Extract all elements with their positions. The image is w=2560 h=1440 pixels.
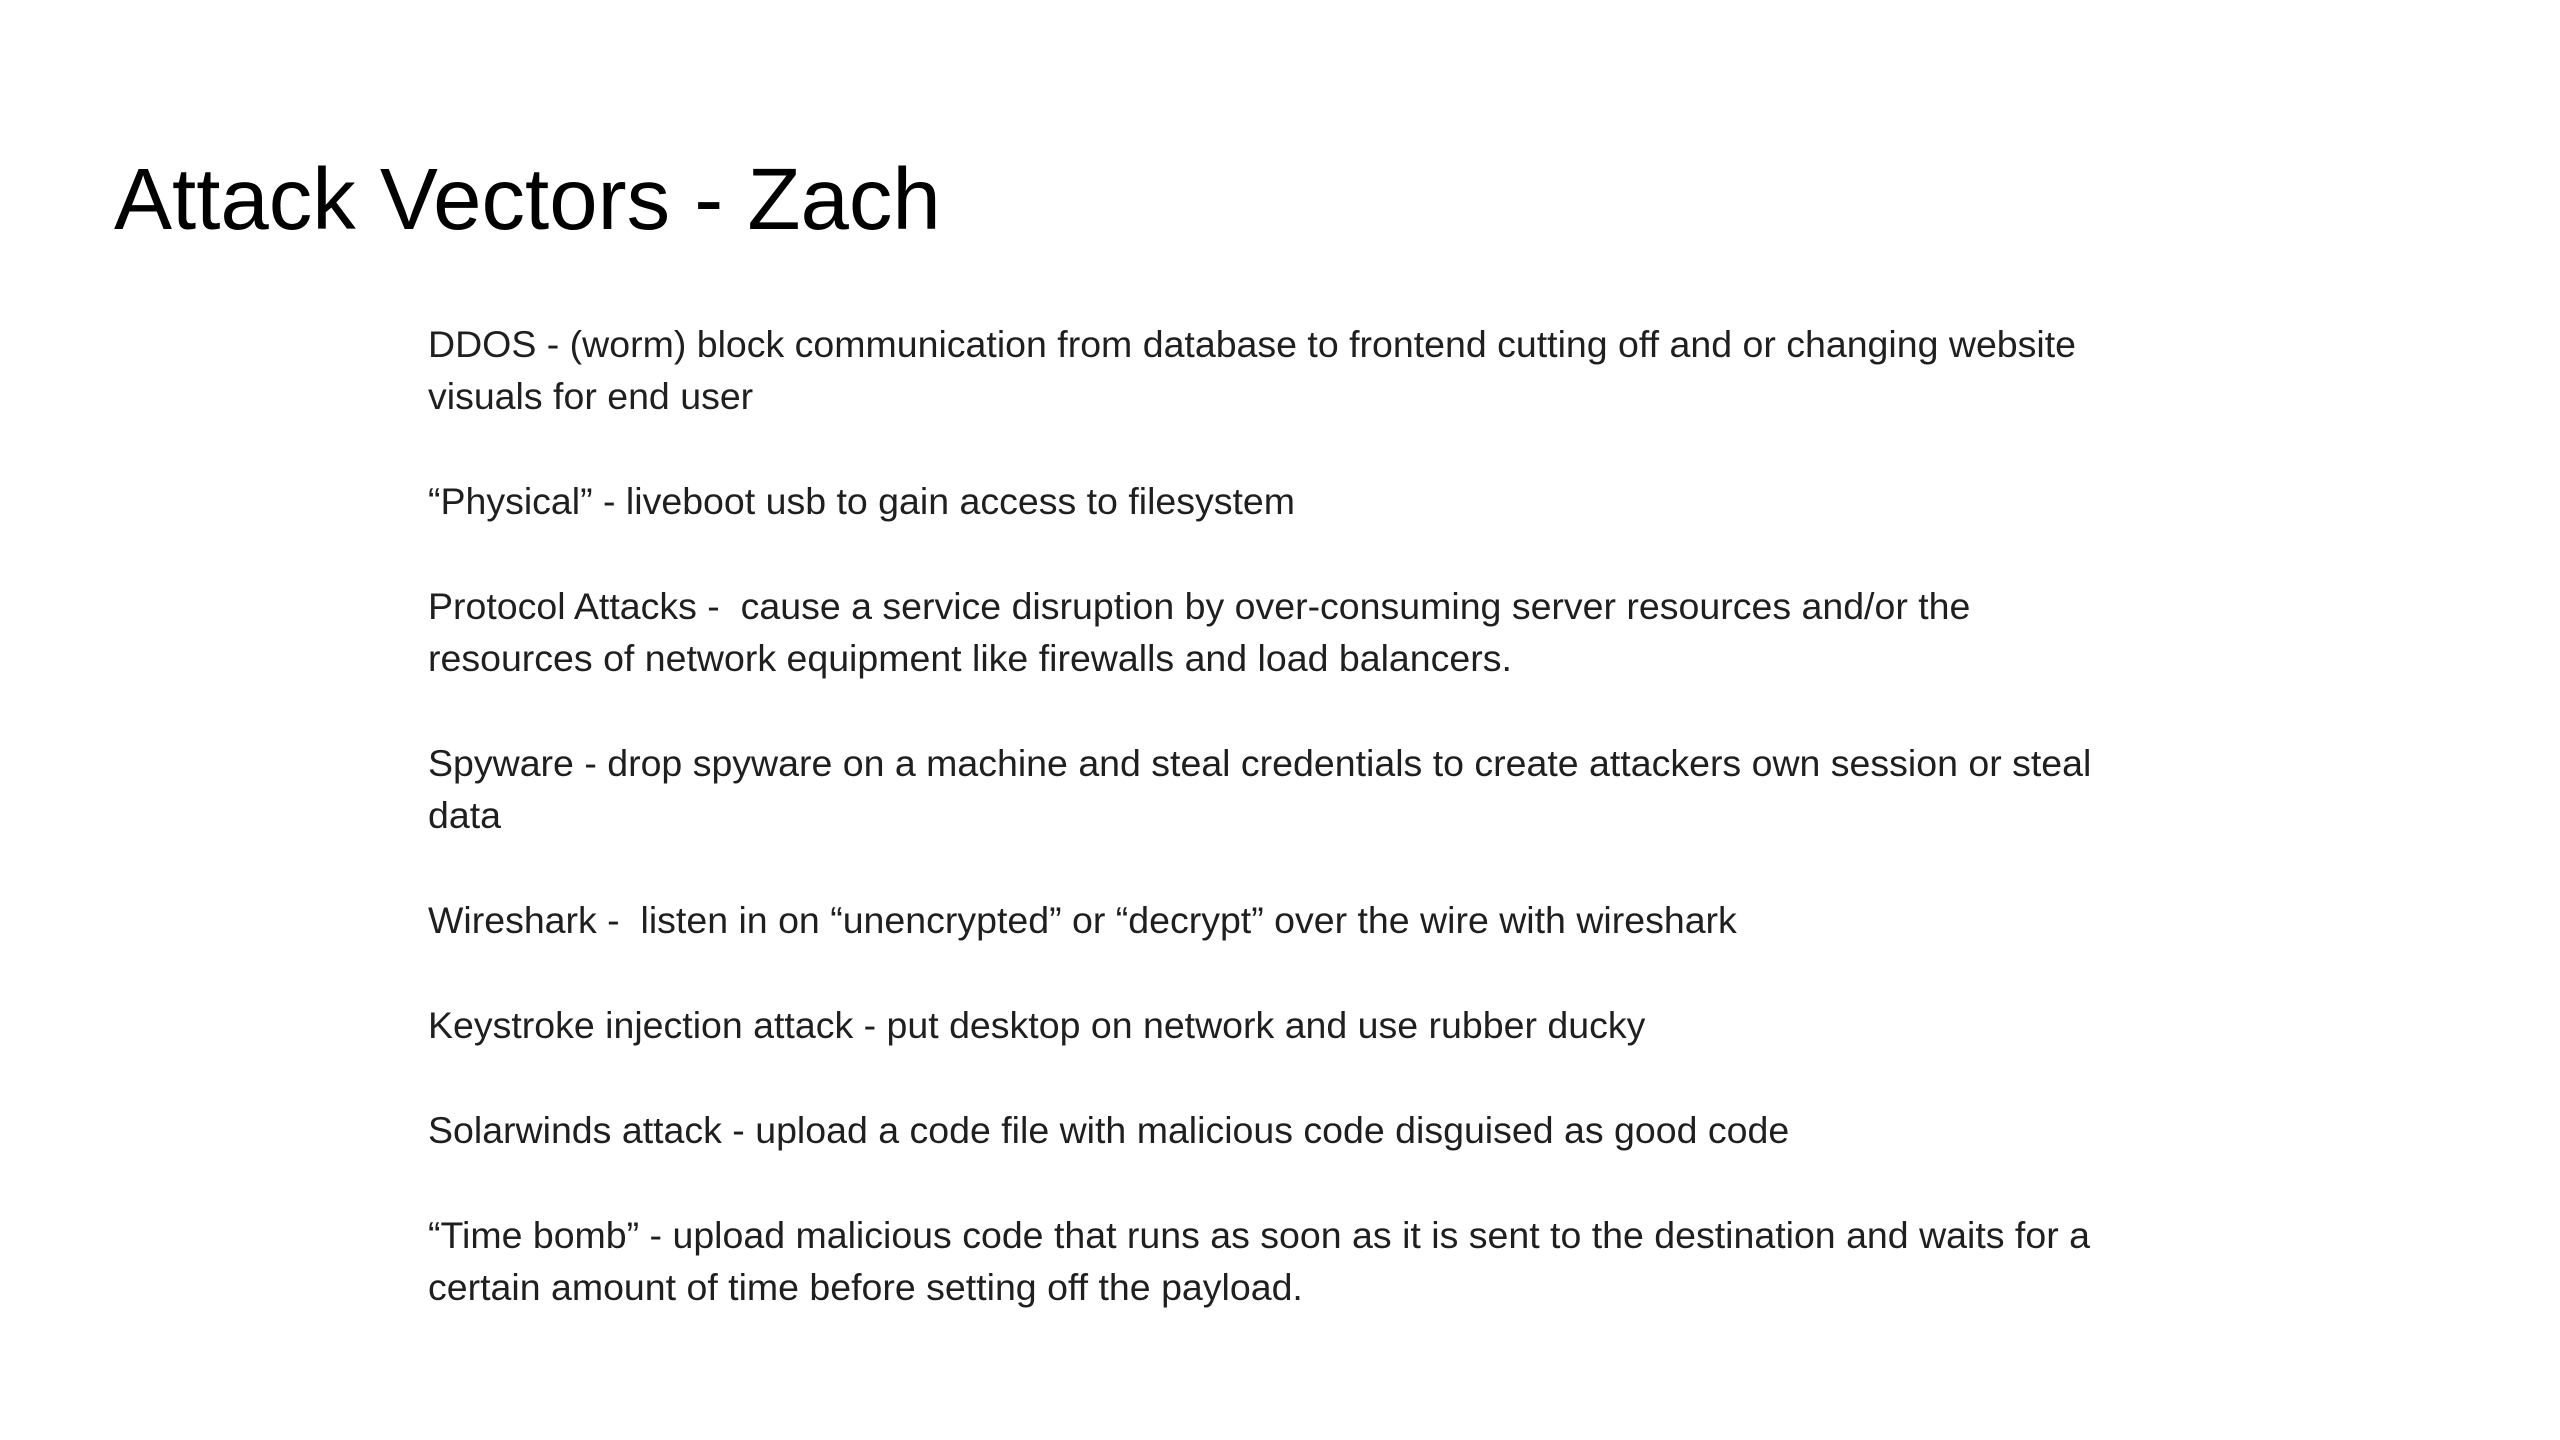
list-item: DDOS - (worm) block communication from database to frontend cutting off and or changing website visuals for end user	[428, 323, 2087, 417]
list-item: Solarwinds attack - upload a code file with malicious code disguised as good code	[428, 1109, 1790, 1151]
slide-title: Attack Vectors - Zach	[114, 151, 941, 248]
list-item: Protocol Attacks - cause a service disruption by over-consuming server resources and/or the resources of network equipment like firewalls and load balancers.	[428, 585, 1981, 679]
attack-vector-list	[428, 318, 2128, 1366]
list-item: Spyware - drop spyware on a machine and steal credentials to create attackers own session or steal data	[428, 742, 2102, 836]
list-item: Keystroke injection attack - put desktop on network and use rubber ducky	[428, 1004, 1646, 1046]
list-item: “Time bomb” - upload malicious code that runs as soon as it is sent to the destination and waits for a certain amount of time before setting off the payload.	[428, 1214, 2101, 1308]
list-item: “Physical” - liveboot usb to gain access to filesystem	[428, 480, 1296, 522]
list-item: Wireshark - listen in on “unencrypted” or “decrypt” over the wire with wireshark	[428, 899, 1737, 941]
